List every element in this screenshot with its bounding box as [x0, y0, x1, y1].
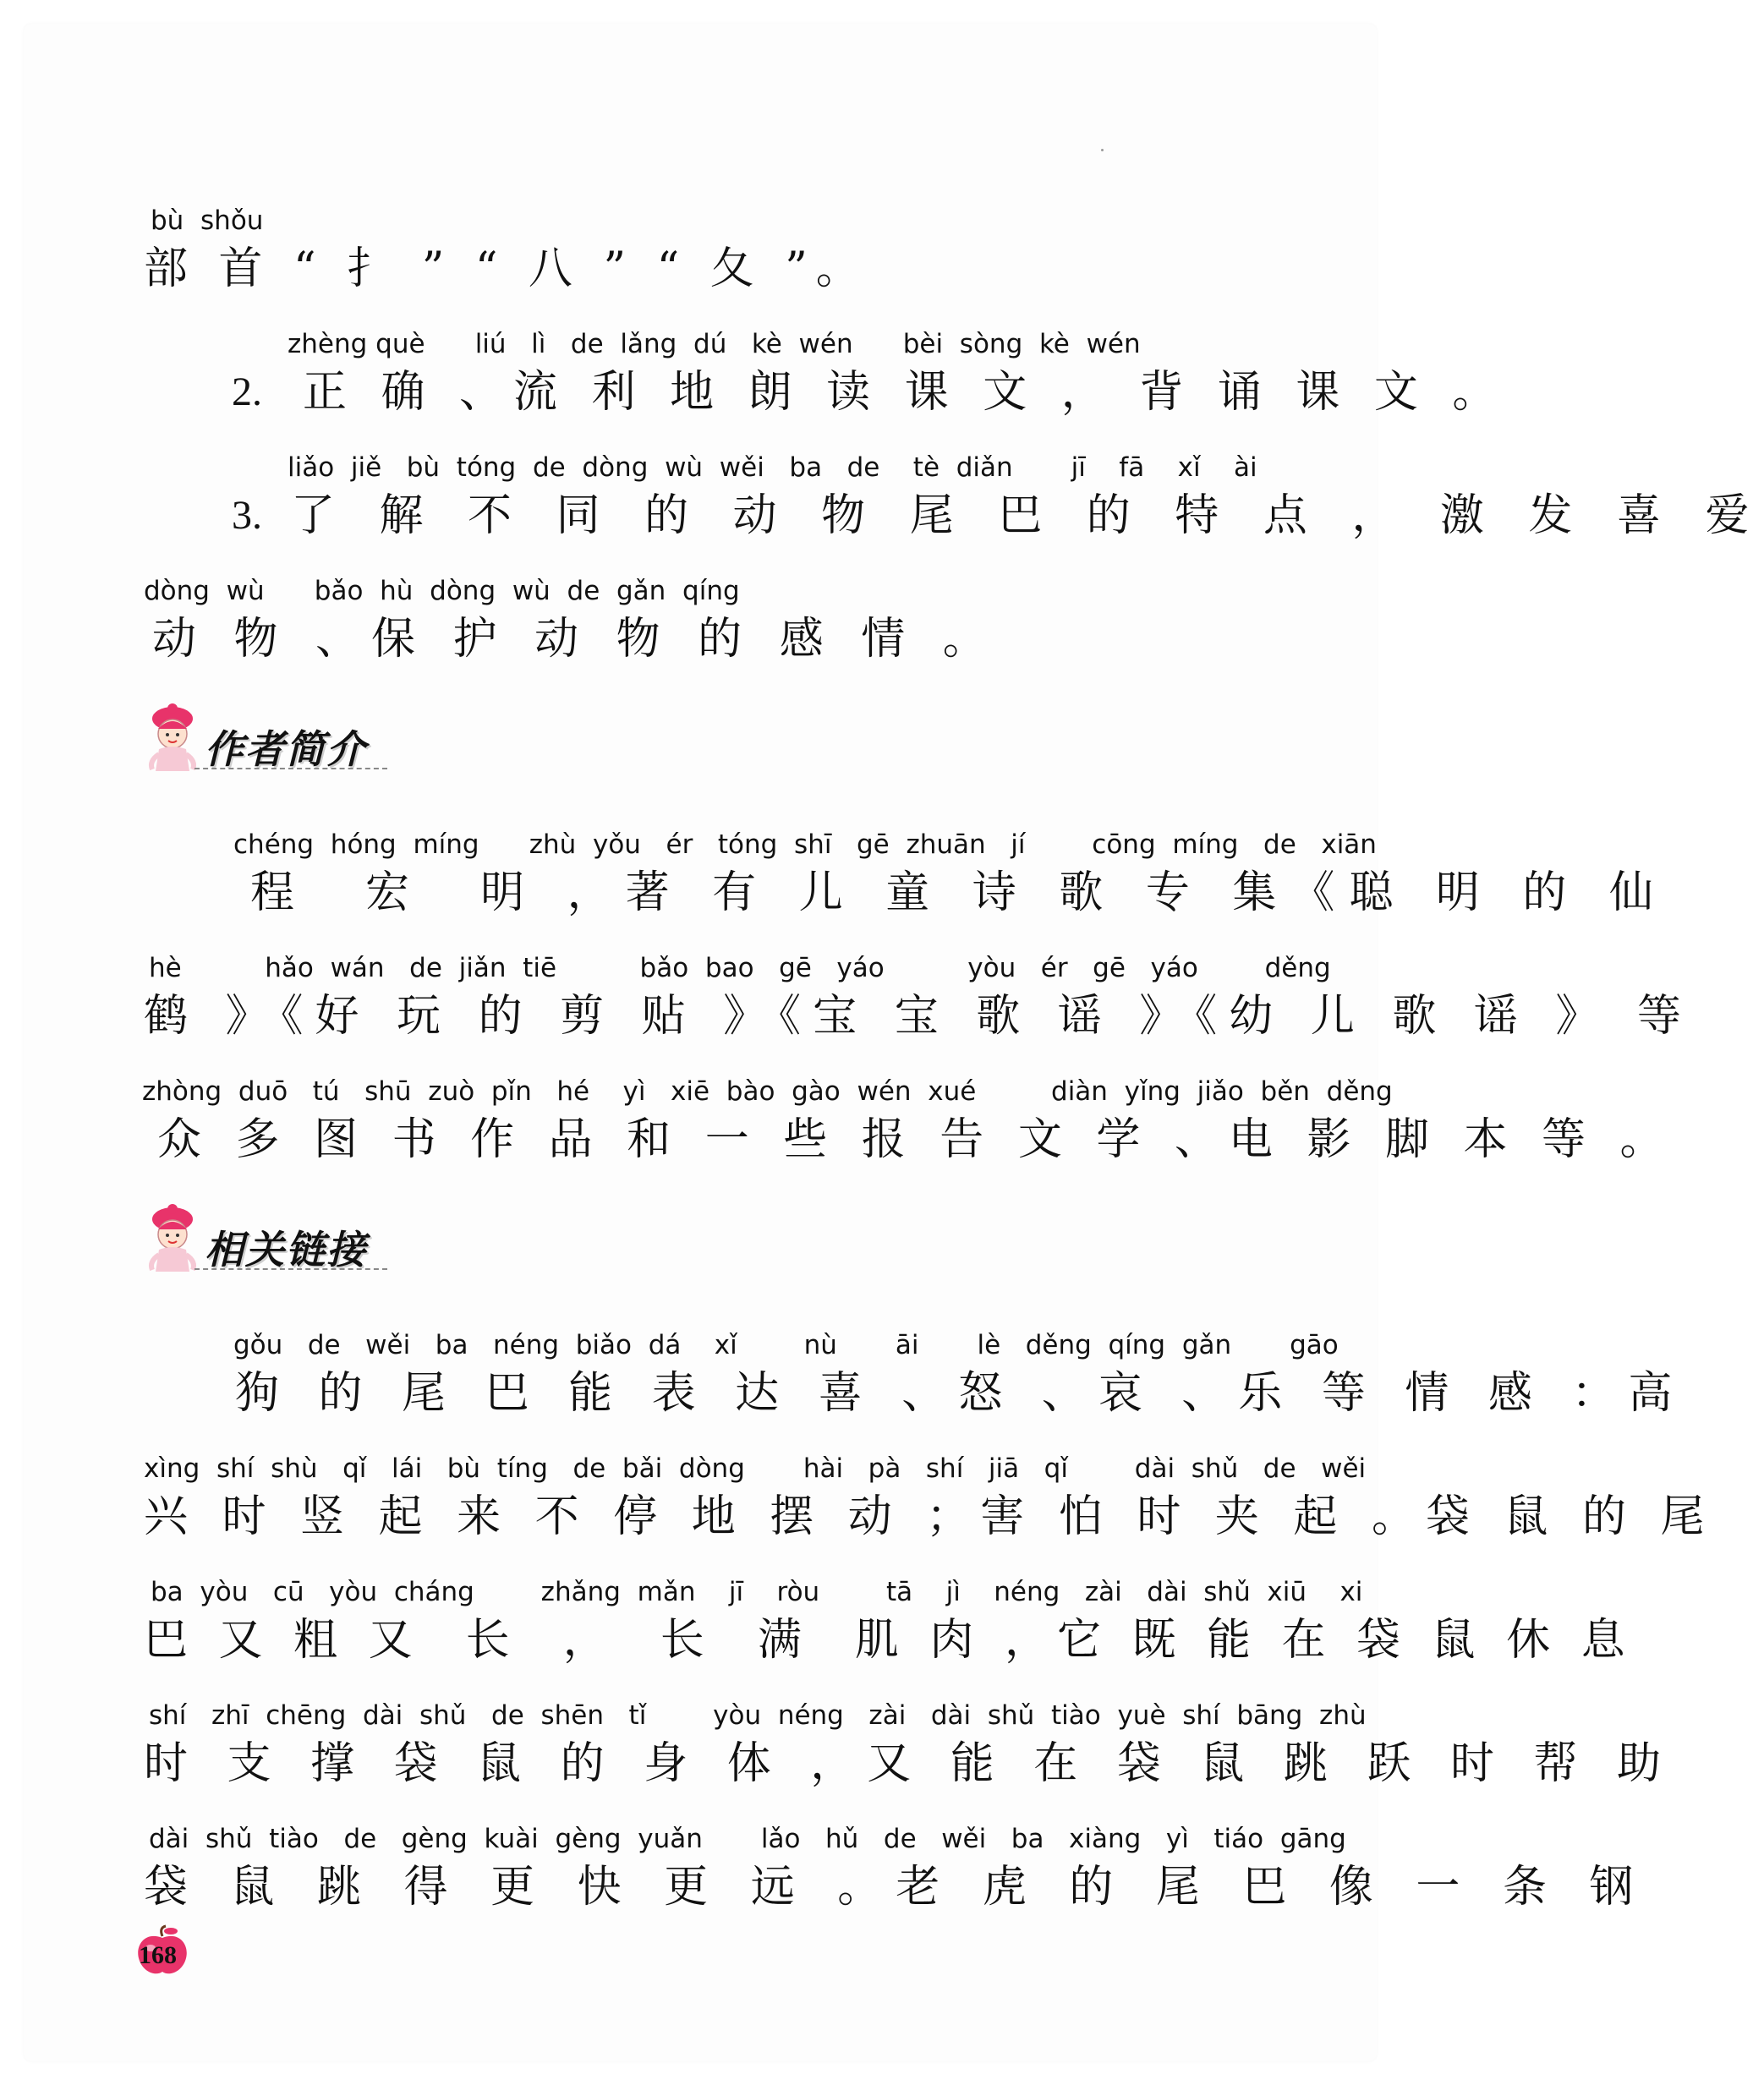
section-title: 作者简介	[205, 726, 367, 772]
hanzi-line: 袋 鼠 跳 得 更 快 更 远 。老 虎 的 尾 巴 像 一 条 钢	[144, 1862, 1648, 1913]
pinyin-line: shí zhī chēng dài shǔ de shēn tǐ yòu néng zài dài shǔ tiào yuè shí bāng zhù	[149, 1700, 1367, 1731]
section-title: 相关链接	[205, 1227, 367, 1272]
section-underline	[194, 768, 387, 769]
girl-mascot-icon	[142, 1202, 203, 1278]
pinyin-line: dài shǔ tiào de gèng kuài gèng yuǎn lǎo hǔ de wěi ba xiàng yì tiáo gāng	[149, 1824, 1346, 1854]
pinyin-line: dòng wù bǎo hù dòng wù de gǎn qíng	[144, 576, 740, 606]
pinyin-line: liǎo jiě bù tóng de dòng wù wěi ba de tè diǎn jī fā xǐ ài	[288, 452, 1257, 483]
hanzi-line: 程 宏 明 ，著 有 儿 童 诗 歌 专 集《聪 明 的 仙	[250, 867, 1668, 918]
hanzi-line: 正 确 、流 利 地 朗 读 课 文 ， 背 诵 课 文 。	[303, 367, 1507, 418]
hanzi-line: 了 解 不 同 的 动 物 尾 巴 的 特 点 ， 激 发 喜 爱	[291, 490, 1764, 541]
item-number: 2.	[232, 369, 262, 414]
hanzi-line: 动 物 、保 护 动 物 的 感 情 。	[152, 614, 999, 665]
page-number: 168	[139, 1941, 177, 1969]
hanzi-line: 狗 的 尾 巴 能 表 达 喜 、怒 、哀 、乐 等 情 感 ：高	[235, 1368, 1685, 1419]
girl-mascot-icon	[142, 702, 203, 778]
hanzi-line: 时 支 撑 袋 鼠 的 身 体 ，又 能 在 袋 鼠 跳 跃 时 帮 助	[144, 1738, 1674, 1789]
pinyin-line: bù shǒu	[151, 205, 264, 236]
section-underline	[194, 1268, 387, 1270]
item-number: 3.	[232, 493, 262, 538]
dust-speck	[1101, 149, 1104, 151]
pinyin-line: zhèng què liú lì de lǎng dú kè wén bèi sòng kè wén	[288, 329, 1141, 359]
hanzi-line: 兴 时 竖 起 来 不 停 地 摆 动 ；害 怕 时 夹 起 。袋 鼠 的 尾	[144, 1491, 1715, 1542]
pinyin-line: zhòng duō tú shū zuò pǐn hé yì xiē bào gào wén xué diàn yǐng jiǎo běn děng	[142, 1076, 1393, 1107]
hanzi-line: 部 首 “ 扌 ” “ 八 ” “ 夂 ”。	[144, 244, 868, 294]
section-header-author	[142, 702, 396, 778]
pinyin-line: xìng shí shù qǐ lái bù tíng de bǎi dòng hài pà shí jiā qǐ dài shǔ de wěi	[144, 1453, 1367, 1484]
pinyin-line: hè hǎo wán de jiǎn tiē bǎo bao gē yáo yòu ér gē yáo děng	[149, 953, 1331, 983]
pinyin-line: chéng hóng míng zhù yǒu ér tóng shī gē zhuān jí cōng míng de xiān	[233, 829, 1377, 860]
hanzi-line: 巴 又 粗 又 长 ， 长 满 肌 肉 ，它 既 能 在 袋 鼠 休 息	[144, 1615, 1634, 1666]
pinyin-line: ba yòu cū yòu cháng zhǎng mǎn jī ròu tā jì néng zài dài shǔ xiū xi	[151, 1577, 1363, 1607]
pinyin-line: gǒu de wěi ba néng biǎo dá xǐ nù āi lè děng qíng gǎn gāo	[233, 1330, 1339, 1360]
section-header-links	[142, 1202, 396, 1278]
page-number-badge	[134, 1926, 193, 1977]
hanzi-line: 鹤 》《好 玩 的 剪 贴 》《宝 宝 歌 谣 》《幼 儿 歌 谣 》 等	[144, 991, 1693, 1042]
hanzi-line: 众 多 图 书 作 品 和 一 些 报 告 文 学 、电 影 脚 本 等 。	[157, 1114, 1674, 1165]
